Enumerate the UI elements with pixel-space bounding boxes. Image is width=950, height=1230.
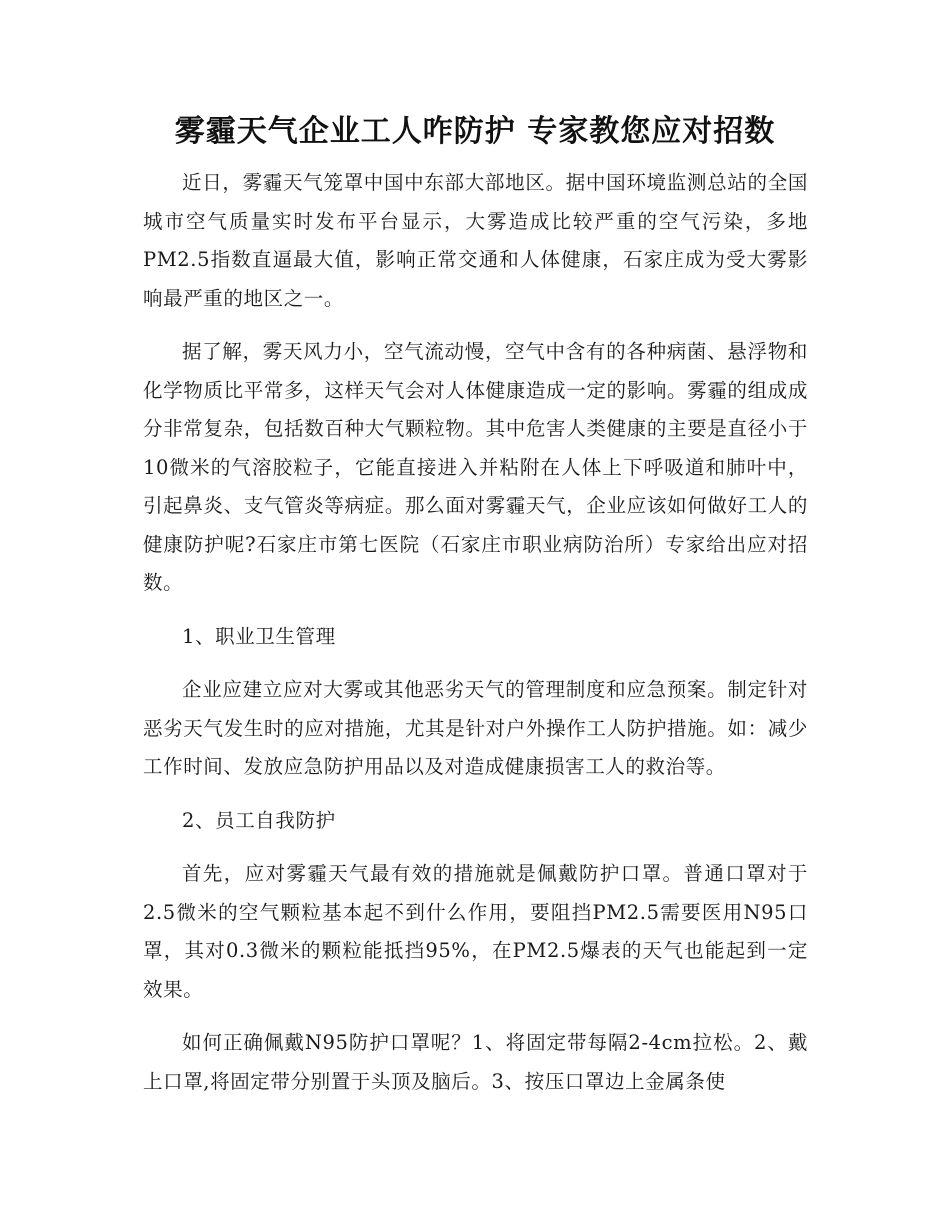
paragraph-management: 企业应建立应对大雾或其他恶劣天气的管理制度和应急预案。制定针对恶劣天气发生时的应对措施，尤其是针对户外操作工人防护措施。如：减少工作时间、发放应急防护用品以及对造成健康损害工人的救治等。	[143, 678, 808, 778]
paragraph-intro: 近日，雾霾天气笼罩中国中东部大部地区。据中国环境监测总站的全国城市空气质量实时发布平台显示，大雾造成比较严重的空气污染，多地PM2.5指数直逼最大值，影响正常交通和人体健康，石家庄成为受大雾影响最严重的地区之一。	[143, 171, 808, 310]
paragraph-mask: 首先，应对雾霾天气最有效的措施就是佩戴防护口罩。普通口罩对于2.5微米的空气颗粒基本起不到什么作用，要阻挡PM2.5需要医用N95口罩，其对0.3微米的颗粒能抵挡95%，在PM2.5爆表的天气也能起到一定效果。	[143, 862, 808, 1001]
document-title: 雾霾天气企业工人咋防护 专家教您应对招数	[174, 114, 776, 149]
paragraph-background: 据了解，雾天风力小，空气流动慢，空气中含有的各种病菌、悬浮物和化学物质比平常多，这样天气会对人体健康造成一定的影响。雾霾的组成成分非常复杂，包括数百种大气颗粒物。其中危害人类健康的主要是直径小于10微米的气溶胶粒子，它能直接进入并粘附在人体上下呼吸道和肺叶中，引起鼻炎、支气管炎等病症。那么面对雾霾天气，企业应该如何做好工人的健康防护呢?石家庄市第七医院（石家庄市职业病防治所）专家给出应对招数。	[143, 340, 808, 594]
section-heading-1: 1、职业卫生管理	[182, 624, 336, 648]
paragraph-n95-howto: 如何正确佩戴N95防护口罩呢？1、将固定带每隔2-4cm拉松。2、戴上口罩,将固定带分别置于头顶及脑后。3、按压口罩边上金属条使	[143, 1031, 808, 1093]
section-heading-2: 2、员工自我防护	[182, 808, 336, 832]
document-body	[143, 164, 808, 1116]
